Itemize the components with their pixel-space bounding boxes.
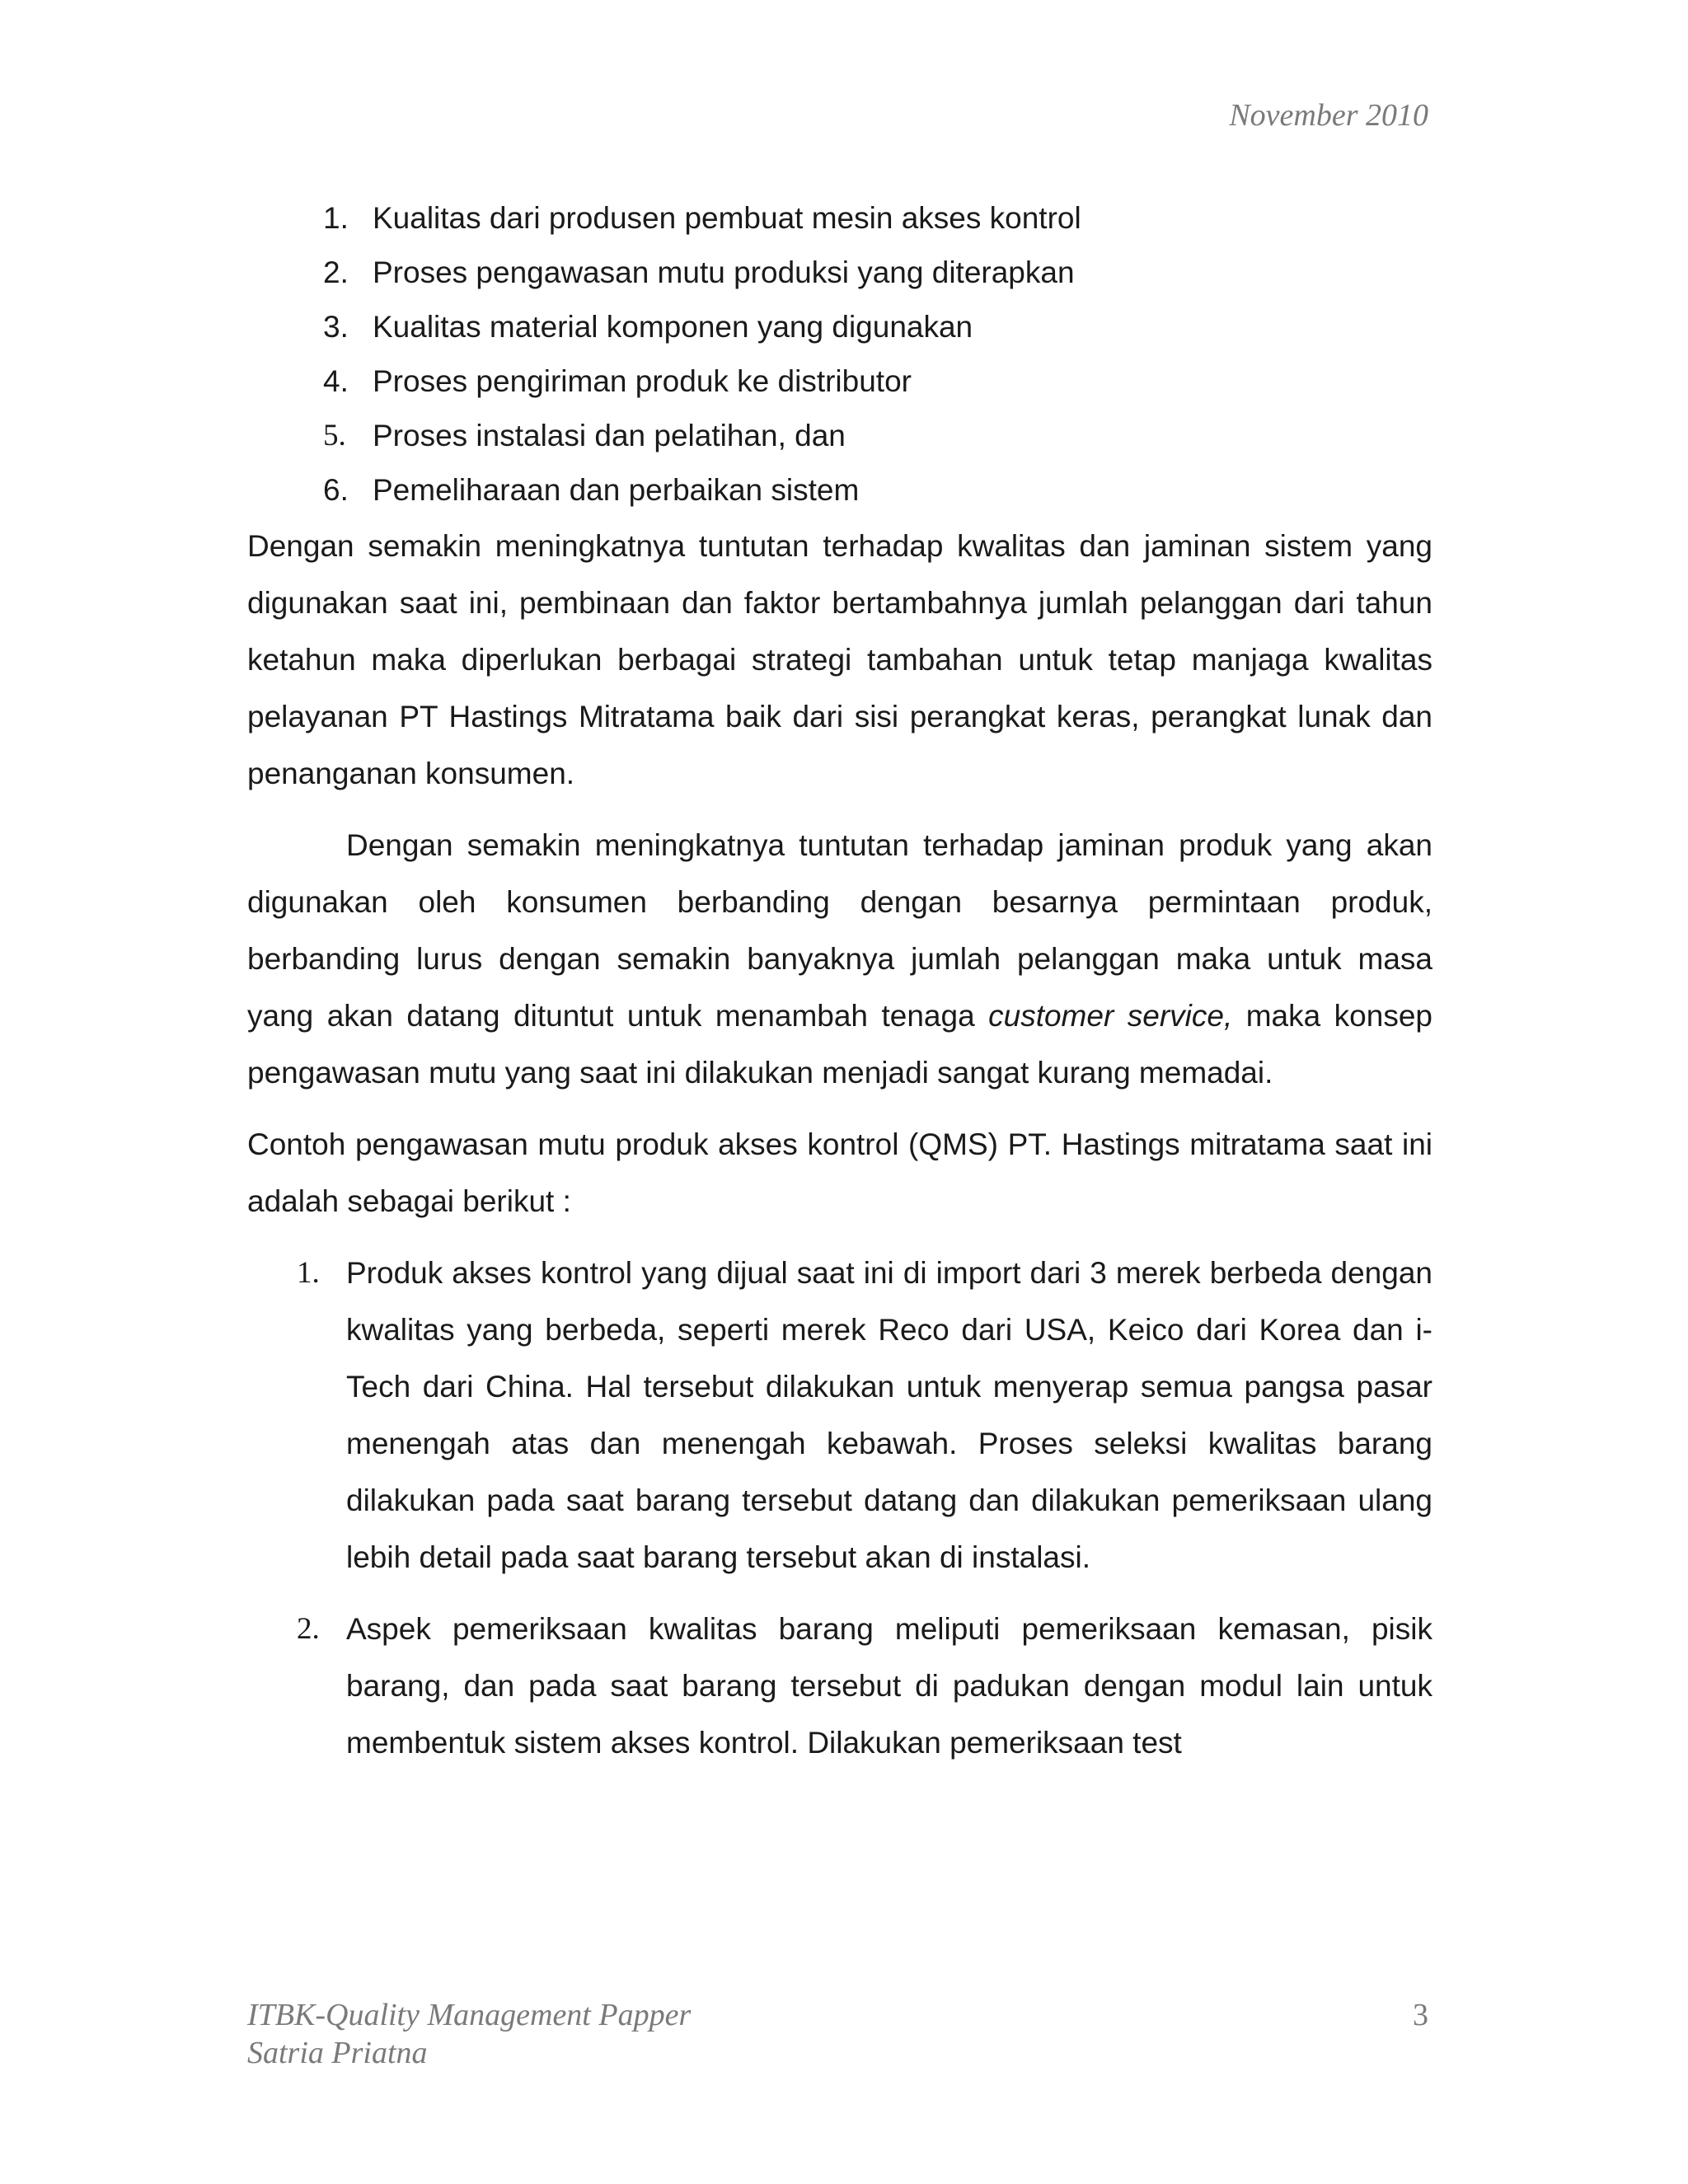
page-content: [247, 191, 1432, 1771]
list-item: [247, 300, 1432, 354]
list-item-text: Kualitas dari produsen pembuat mesin akses kontrol: [373, 201, 1081, 235]
list-item: [247, 409, 1432, 463]
footer-title: ITBK-Quality Management Papper: [247, 1998, 692, 2032]
list-item-text: Proses instalasi dan pelatihan, dan: [373, 419, 846, 452]
list-number: 4.: [323, 364, 349, 398]
paragraph-text: maka konsep pengawasan mutu yang saat ini dilakukan menjadi sangat kurang memadai.: [247, 999, 1432, 1090]
qms-list: [247, 1244, 1432, 1771]
header-date: November 2010: [1229, 98, 1428, 133]
paragraph-text: Dengan semakin meningkatnya tuntutan terhadap jaminan produk yang akan digunakan oleh konsumen berbanding dengan besarnya permintaan produk, berbanding lurus dengan semakin banyaknya jumlah pelanggan maka untuk masa yang akan datang dituntut untuk menambah tenaga: [247, 828, 1432, 1033]
page-number: 3: [1413, 1998, 1428, 2032]
list-number: 2.: [323, 255, 349, 289]
list-number: 1.: [297, 1256, 320, 1290]
list-item: [247, 1244, 1432, 1586]
footer-author: Satria Priatna: [247, 2036, 428, 2070]
list-item: [247, 354, 1432, 409]
list-item: [247, 191, 1432, 246]
list-item-text: Kualitas material komponen yang digunakan: [373, 310, 973, 344]
list-number: 2.: [297, 1612, 320, 1646]
list-item-text: Pemeliharaan dan perbaikan sistem: [373, 473, 860, 507]
list-item-text: Aspek pemeriksaan kwalitas barang meliputi pemeriksaan kemasan, pisik barang, dan pada saat barang tersebut di padukan dengan modul lain untuk membentuk sistem akses kontrol. Dilakukan pemeriksaan test: [346, 1612, 1432, 1760]
list-item-text: Produk akses kontrol yang dijual saat ini di import dari 3 merek berbeda dengan kwalitas yang berbeda, seperti merek Reco dari USA, Keico dari Korea dan i-Tech dari China. Hal tersebut dilakukan untuk menyerap semua pangsa pasar menengah atas dan menengah kebawah. Proses seleksi kwalitas barang dilakukan pada saat barang tersebut datang dan dilakukan pemeriksaan ulang lebih detail pada saat barang tersebut akan di instalasi.: [346, 1256, 1432, 1574]
list-item: [247, 246, 1432, 300]
paragraph-quality-demand: Dengan semakin meningkatnya tuntutan terhadap kwalitas dan jaminan sistem yang digunakan saat ini, pembinaan dan faktor bertambahnya jumlah pelanggan dari tahun ketahun maka diperlukan berbagai strategi tambahan untuk tetap manjaga kwalitas pelayanan PT Hastings Mitratama baik dari sisi perangkat keras, perangkat lunak dan penanganan konsumen.: [247, 529, 1432, 790]
emphasis-text: customer service,: [988, 999, 1233, 1033]
list-number: 1.: [323, 201, 349, 235]
list-number: 5.: [323, 419, 346, 452]
footer: [247, 1996, 691, 2072]
list-item-text: Proses pengawasan mutu produksi yang diterapkan: [373, 255, 1075, 289]
list-number: 3.: [323, 310, 349, 344]
list-number: 6.: [323, 473, 349, 507]
paragraph-customer-service: [247, 817, 1432, 1101]
list-item-text: Proses pengiriman produk ke distributor: [373, 364, 912, 398]
factor-list: [247, 191, 1432, 518]
list-item: [247, 463, 1432, 518]
list-item: [247, 1601, 1432, 1771]
paragraph-qms-example: Contoh pengawasan mutu produk akses kontrol (QMS) PT. Hastings mitratama saat ini adalah sebagai berikut :: [247, 1127, 1432, 1218]
